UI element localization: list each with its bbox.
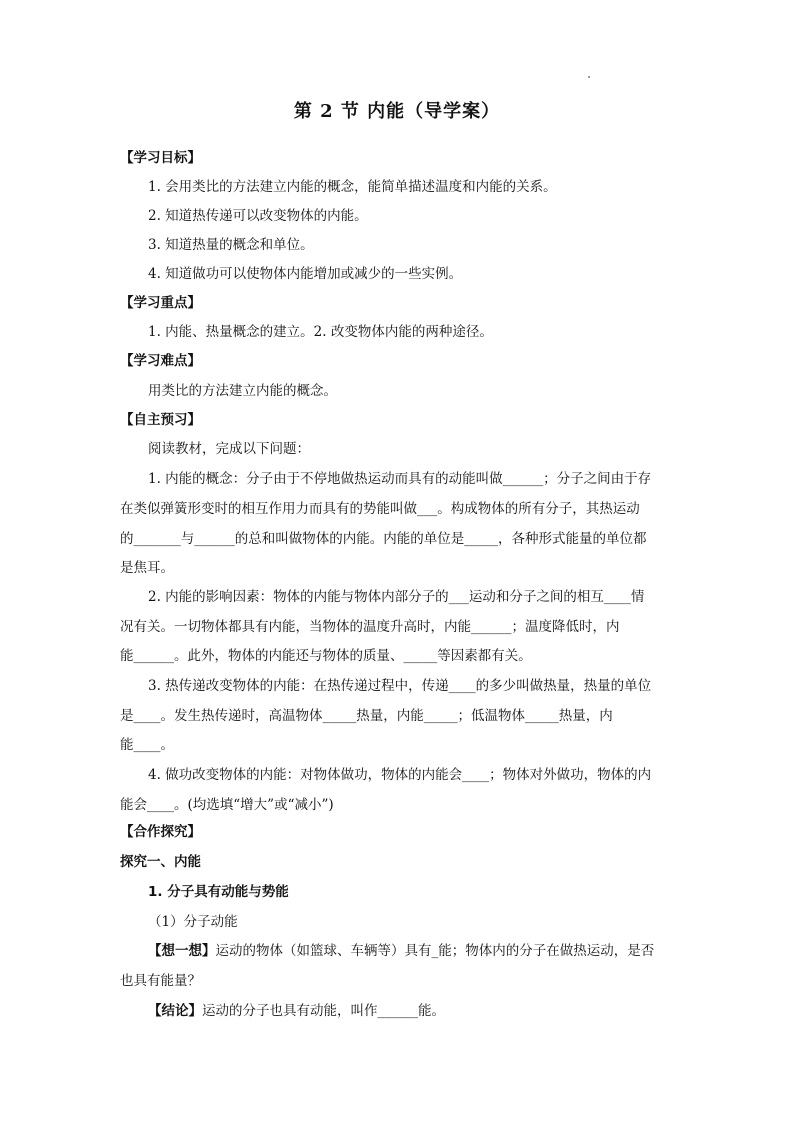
preview-line: 是____。发生热传递时，高温物体_____热量，内能_____；低温物体_____热量，内: [120, 708, 613, 724]
conclusion-line: [148, 999, 445, 1019]
explore-sub-heading: 1. 分子具有动能与势能: [148, 884, 289, 900]
think-line: [148, 939, 654, 959]
preview-line: 3. 热传递改变物体的内能：在热传递过程中，传递____的多少叫做热量，热量的单位: [148, 678, 652, 694]
think-text: 运动的物体（如篮球、车辆等）具有_能；物体内的分子在做热运动，是否: [215, 943, 655, 959]
preview-line: 4. 做功改变物体的内能：对物体做功，物体的内能会____；物体对外做功，物体的内: [148, 767, 652, 783]
preview-line: 是焦耳。: [120, 560, 174, 576]
preview-line: 能____。: [120, 737, 174, 753]
goal-item: 4. 知道做功可以使物体内能增加或减少的一些实例。: [148, 266, 463, 282]
page-title: 第 2 节 内能（导学案）: [293, 101, 501, 122]
section-preview-heading: 【自主预习】: [120, 412, 201, 428]
section-explore-heading: 【合作探究】: [120, 824, 201, 840]
preview-line: 况有关。一切物体都具有内能，当物体的温度升高时，内能______；温度降低时，内: [120, 619, 620, 635]
preview-intro: 阅读教材，完成以下问题：: [148, 441, 310, 457]
preview-line: 能______。此外，物体的内能还与物体的质量、_____等因素都有关。: [120, 648, 532, 664]
goal-item: 3. 知道热量的概念和单位。: [148, 237, 314, 253]
preview-line: 1. 内能的概念：分子由于不停地做热运动而具有的动能叫做______；分子之间由于存: [148, 471, 652, 487]
preview-line: 能会____。(均选填“增大”或“减小”): [120, 797, 334, 813]
conclusion-text: 运动的分子也具有动能，叫作______能。: [202, 1003, 445, 1019]
preview-line: 2. 内能的影响因素：物体的内能与物体内部分子的___运动和分子之间的相互____情: [148, 589, 645, 605]
conclusion-label: 【结论】: [148, 1003, 202, 1019]
section-key-heading: 【学习重点】: [120, 295, 201, 311]
goal-item: 2. 知道热传递可以改变物体的内能。: [148, 208, 368, 224]
preview-line: 的_______与______的总和叫做物体的内能。内能的单位是_____，各种形式能量的单位都: [120, 531, 647, 547]
preview-line: 在类似弹簧形变时的相互作用力而具有的势能叫做___。构成物体的所有分子，其热运动: [120, 501, 640, 517]
goal-item: 1. 会用类比的方法建立内能的概念，能简单描述温度和内能的关系。: [148, 179, 557, 195]
section-difficulty-heading: 【学习难点】: [120, 353, 201, 369]
difficulty-text: 用类比的方法建立内能的概念。: [148, 383, 337, 399]
explore-sub-item: （1）分子动能: [148, 914, 238, 930]
key-text: 1. 内能、热量概念的建立。2. 改变物体内能的两种途径。: [148, 324, 493, 340]
think-label: 【想一想】: [148, 943, 216, 959]
scan-dot: [588, 76, 590, 78]
think-text-cont: 也具有能量？: [120, 973, 201, 989]
explore-part-heading: 探究一、内能: [120, 854, 201, 870]
section-goals-heading: 【学习目标】: [120, 150, 201, 166]
